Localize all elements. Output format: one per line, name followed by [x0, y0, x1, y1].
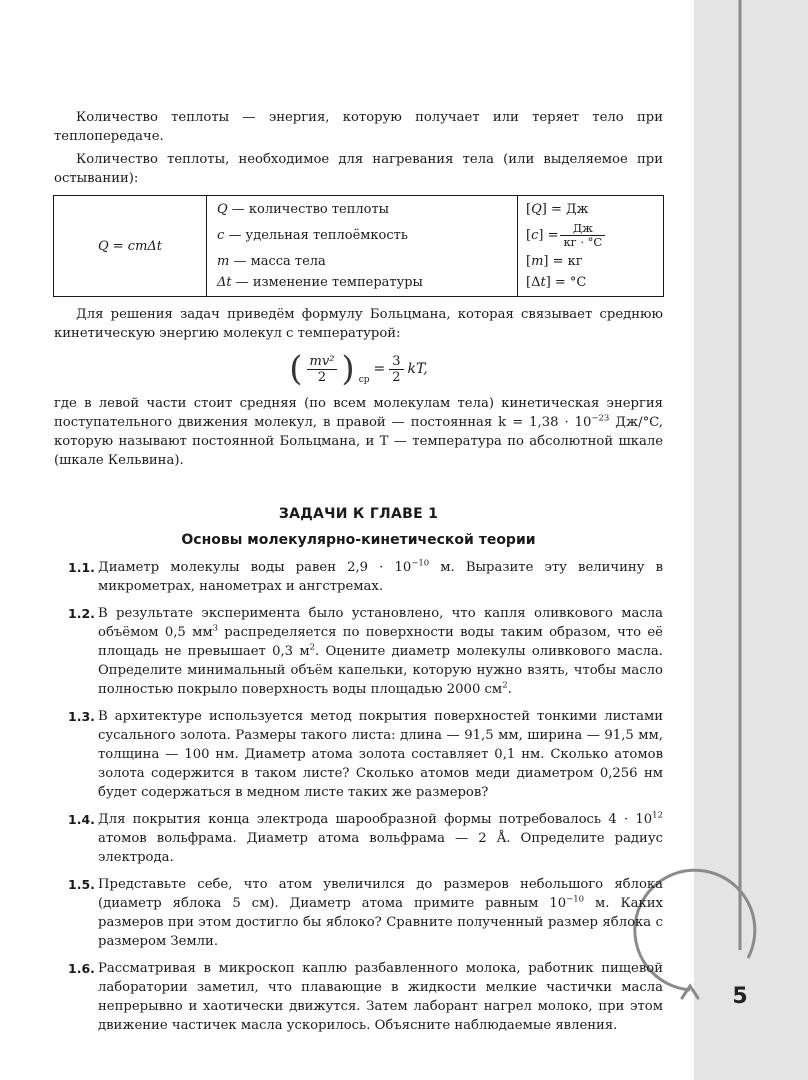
problem-number: 1.4. — [68, 812, 95, 827]
kinetic-energy-fraction: $\frac{\text{mv²}}{2}$ — [307, 354, 338, 385]
desc-row: m — масса тела — [217, 254, 326, 269]
page-number: 5 — [732, 984, 748, 1009]
heat-formula-table — [53, 195, 664, 297]
problem-number: 1.5. — [68, 877, 95, 892]
problem-text: Диаметр молекулы воды равен $2,9 \cdot 10^{-10}$ м. Выразите эту величину в микрометрах, нанометрах и ангстремах. — [98, 558, 663, 594]
unit-row: [Q] = Дж — [526, 202, 589, 217]
problem-text: В архитектуре используется метод покрытия поверхностей тонкими листами сусального золота. Размеры такого листа: длина — 91,5 мм, ширина — 91,5 мм, толщина — 100 нм. Диаметр атома золота составляет 0,1 нм. Сколько атомов золота содержится в таком листе? Сколько атомов меди диаметром 0,256 нм будет содержаться в медном листе таких же размеров? — [98, 709, 663, 800]
unit-row: [m] = кг — [526, 254, 583, 269]
problem-number: 1.6. — [68, 961, 95, 976]
boltzmann-intro: Для решения задач приведём формулу Больцмана, которая связывает среднюю кинетическую энергию молекул с температурой: — [54, 307, 663, 341]
problem-text: В результате эксперимента было установлено, что капля оливкового масла объёмом 0,5 $мм^3$ распределяется по поверхности воды таким образом, что её площадь не превышает 0,3 $м^2$. Оцените диаметр молекулы оливкового масла. Определите минимальный объём капельки, которую нужно взять, чтобы масло полностью покрыло поверхность воды площадью 2000 $см^2$. — [98, 606, 663, 697]
intro-paragraph-2: Количество теплоты, необходимое для нагревания тела (или выделяемое при остывании): — [54, 152, 663, 186]
unit-fraction: $\frac{Дж}{кг \cdot ^\circ C}$ — [560, 222, 605, 249]
page-content — [54, 108, 663, 1035]
problem-text: Для покрытия конца электрода шарообразной формы потребовалось $4 \cdot 10^{12}$ атомов вольфрама. Диаметр атома вольфрама — 2 Å. Определите радиус электрода. — [98, 810, 663, 865]
desc-row: Δt — изменение температуры — [217, 275, 423, 290]
unit-row: [c] = $\frac{Дж}{кг \cdot ^\circ C}$ — [526, 220, 655, 251]
problem-text: Рассматривая в микроскоп каплю разбавленного молока, работник пищевой лаборатории заметил, что плавающие в жидкости мелкие частички масла непрерывно и хаотически движутся. Затем лаборант нагрел молоко, при этом движение частичек масла ускорилось. Объясните наблюдаемые явления. — [98, 961, 663, 1033]
desc-row: Q — количество теплоты — [217, 202, 390, 217]
quantity-descriptions — [207, 196, 518, 297]
desc-row: c — удельная теплоёмкость — [217, 228, 408, 243]
problem-item — [54, 810, 663, 867]
heat-formula: Q = cmΔt — [54, 196, 207, 297]
kT-term: kT, — [407, 360, 428, 377]
problem-item — [54, 875, 663, 951]
average-subscript: ср — [358, 375, 370, 385]
left-paren: ( — [289, 349, 303, 389]
boltzmann-explanation: где в левой части стоит средняя (по всем молекулам тела) кинетическая энергия поступательного движения молекул, в правой — постоянная $k = 1,38 \cdot 10^{-23}$ Дж/°C, которую называют постоянной Больцмана, и T — температура по абсолютной шкале (шкале Кельвина). — [54, 396, 663, 468]
right-paren: ) — [341, 349, 355, 389]
three-halves-fraction: $\frac{3}{2}$ — [389, 354, 403, 385]
problem-item — [54, 604, 663, 699]
chapter-title: ЗАДАЧИ К ГЛАВЕ 1 — [278, 506, 439, 522]
problem-number: 1.2. — [68, 606, 95, 621]
section-title: Основы молекулярно-кинетической теории — [181, 532, 536, 548]
problem-number: 1.3. — [68, 709, 95, 724]
unit-row: [Δt] = °C — [526, 275, 587, 290]
problem-item — [54, 558, 663, 596]
boltzmann-formula — [54, 346, 663, 392]
problem-number: 1.1. — [68, 560, 95, 575]
problem-item — [54, 959, 663, 1035]
quantity-units — [518, 196, 664, 297]
intro-paragraph-1: Количество теплоты — энергия, которую получает или теряет тело при теплопередаче. — [54, 110, 663, 144]
problem-item — [54, 707, 663, 802]
problem-text: Представьте себе, что атом увеличился до размеров небольшого яблока (диаметр яблока 5 см). Диаметр атома примите равным $10^{-10}$ м. Каких размеров при этом достигло бы яблоко? Сравните полученный размер яблока с размером Земли. — [98, 877, 663, 949]
equals-sign: = — [373, 360, 386, 377]
